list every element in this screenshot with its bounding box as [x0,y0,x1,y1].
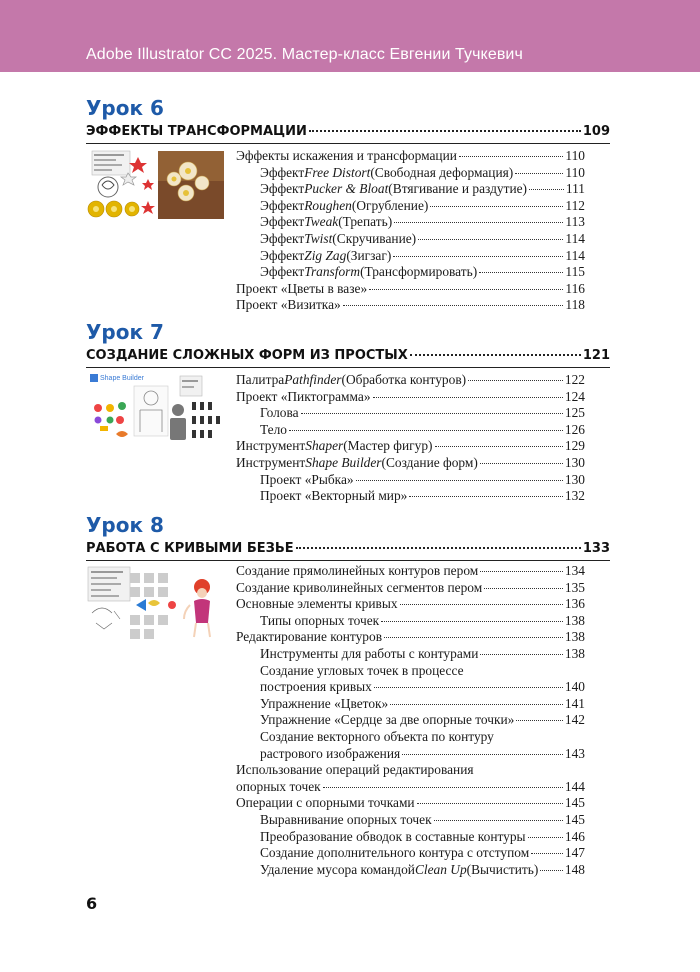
leader-dots [410,354,581,356]
chapter-7-title: СОЗДАНИЕ СЛОЖНЫХ ФОРМ ИЗ ПРОСТЫХ [86,348,408,363]
lesson-7-toc [236,372,585,505]
header-band [0,0,700,72]
toc-entry[interactable]: Типы опорных точек 138 [260,612,585,628]
chapter-8-rule [86,560,610,561]
toc-entry[interactable]: Редактирование контуров 138 [236,629,585,645]
lesson-7-label: Урок 7 [86,320,164,344]
toc-entry[interactable]: построения кривых 140 [260,679,585,695]
toc-entry[interactable]: Палитра Pathfinder (Обработка контуров) 122 [236,372,585,387]
lesson-8-thumbnail [86,565,226,645]
leader-dots [296,547,581,549]
toc-entry[interactable]: Инструмент Shaper (Мастер фигур) 129 [236,438,585,454]
toc-entry[interactable]: Эффект Twist (Скручивание) 114 [260,230,585,246]
toc-entry[interactable]: Создание дополнительного контура с отступом 147 [260,845,585,861]
book-title: Adobe Illustrator CC 2025. Мастер-класс Евгении Тучкевич [86,46,523,63]
toc-entry[interactable]: Голова 125 [260,405,585,421]
leader-dots [309,130,581,132]
page-number: 6 [86,894,98,913]
toc-entry[interactable]: Проект «Цветы в вазе» 116 [236,280,585,296]
toc-entry[interactable]: растрового изображения 143 [260,745,585,761]
chapter-7-heading[interactable] [86,348,610,363]
toc-entry[interactable]: Эффект Free Distort (Свободная деформация) 110 [260,164,585,180]
lesson-7-thumbnail [86,372,226,444]
toc-entry-line1[interactable]: Создание угловых точек в процессе [260,662,464,678]
chapter-8-title: РАБОТА С КРИВЫМИ БЕЗЬЕ [86,541,294,556]
toc-entry[interactable]: Инструменты для работы с контурами 138 [260,645,585,661]
lesson-8-toc [236,563,585,878]
toc-entry[interactable]: Эффект Roughen (Огрубление) 112 [260,197,585,213]
toc-entry[interactable]: Основные элементы кривых 136 [236,596,585,612]
chapter-6-page: 109 [582,124,610,139]
toc-entry[interactable]: Эффект Tweak (Трепать) 113 [260,214,585,230]
toc-entry[interactable]: Эффект Pucker & Bloat (Втягивание и раздутие) 111 [260,181,585,197]
toc-entry[interactable]: Эффект Zig Zag (Зигзаг) 114 [260,247,585,263]
toc-entry-line1[interactable]: Использование операций редактирования [236,762,474,778]
toc-entry-line1[interactable]: Создание векторного объекта по контуру [260,728,494,744]
toc-entry[interactable]: Преобразование обводок в составные контуры 146 [260,828,585,844]
lesson-6-label: Урок 6 [86,96,164,120]
toc-entry[interactable]: Проект «Векторный мир» 132 [260,488,585,504]
chapter-8-page: 133 [582,541,610,556]
chapter-8-heading[interactable] [86,541,610,556]
lesson-8-label: Урок 8 [86,513,164,537]
lesson-6-toc [236,148,585,314]
chapter-6-title: ЭФФЕКТЫ ТРАНСФОРМАЦИИ [86,124,307,139]
toc-entry[interactable]: Операции с опорными точками 145 [236,795,585,811]
toc-entry[interactable]: Проект «Пиктограмма» 124 [236,388,585,404]
toc-entry[interactable]: Инструмент Shape Builder (Создание форм) 130 [236,454,585,470]
chapter-7-page: 121 [582,348,610,363]
toc-entry[interactable]: Эффект Transform (Трансформировать) 115 [260,264,585,280]
toc-entry[interactable]: Удаление мусора командой Clean Up (Вычистить) 148 [260,861,585,877]
toc-entry[interactable]: Упражнение «Сердце за две опорные точки» 142 [260,712,585,728]
toc-entry[interactable]: Создание криволинейных сегментов пером 135 [236,579,585,595]
chapter-6-rule [86,143,610,144]
chapter-7-rule [86,367,610,368]
lesson-6-thumbnail [86,149,226,222]
toc-entry[interactable]: Упражнение «Цветок» 141 [260,695,585,711]
toc-entry[interactable]: Тело 126 [260,421,585,437]
toc-entry[interactable]: опорных точек 144 [236,778,585,794]
toc-entry[interactable]: Проект «Визитка» 118 [236,297,585,313]
chapter-6-heading[interactable] [86,124,610,139]
toc-entry[interactable]: Создание прямолинейных контуров пером 134 [236,563,585,578]
shape-builder-caption: Shape Builder [100,375,144,382]
toc-entry[interactable]: Эффекты искажения и трансформации 110 [236,148,585,163]
toc-entry[interactable]: Проект «Рыбка» 130 [260,471,585,487]
toc-entry[interactable]: Выравнивание опорных точек 145 [260,811,585,827]
